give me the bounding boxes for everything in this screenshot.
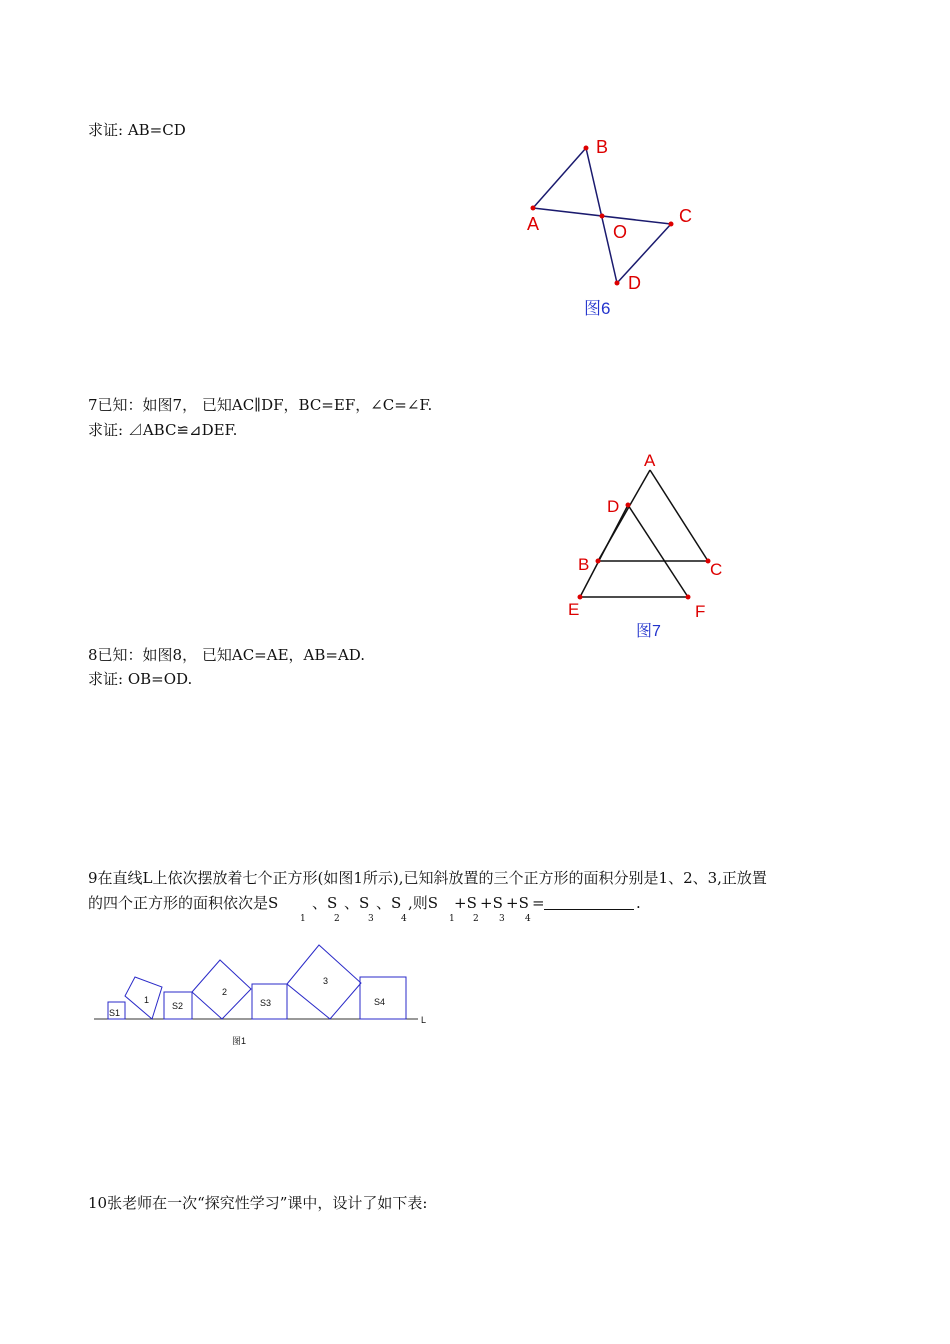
q9-text-end: . xyxy=(636,894,641,912)
q9-sub-2: 2 xyxy=(334,914,340,924)
q9-sub-4: 4 xyxy=(401,914,407,924)
fig7-label-b: B xyxy=(578,555,590,574)
q8-given: 8已知：如图8， 已知AC=AE，AB=AD. xyxy=(88,646,366,664)
fig1-label-2: 2 xyxy=(222,987,228,997)
fig6-caption: 图6 xyxy=(584,299,611,318)
fig1-label-s2: S2 xyxy=(172,1001,184,1011)
q9-text-c: 、S xyxy=(344,894,370,912)
fig6-label-c: C xyxy=(679,206,692,226)
figure-6 xyxy=(520,135,692,325)
q9-sub-6: 2 xyxy=(473,914,479,924)
q9-line2 xyxy=(88,893,688,927)
q9-text-a: 的四个正方形的面积依次是S xyxy=(88,894,279,912)
fig7-label-c: C xyxy=(710,560,723,579)
fig1-label-s3: S3 xyxy=(260,998,272,1008)
q9-line1: 9在直线L上依次摆放着七个正方形(如图1所示),已知斜放置的三个正方形的面积分别是1、2、3,正放置 xyxy=(88,869,767,887)
q9-text-g: +S xyxy=(480,894,503,912)
answer-blank[interactable] xyxy=(544,895,634,910)
fig1-label-s1: S1 xyxy=(109,1008,121,1018)
fig1-label-1: 1 xyxy=(144,995,150,1005)
fig7-label-a: A xyxy=(644,451,656,470)
fig7-label-d: D xyxy=(607,497,620,516)
fig6-label-b: B xyxy=(596,137,609,157)
q10-text: 10张老师在一次“探究性学习”课中，设计了如下表: xyxy=(88,1194,428,1212)
q9-text-d: 、S xyxy=(376,894,402,912)
fig6-label-o: O xyxy=(613,222,628,242)
fig7-caption: 图7 xyxy=(636,623,661,640)
q8-prove: 求证: OB=OD. xyxy=(88,670,193,688)
q9-sub-3: 3 xyxy=(368,914,374,924)
fig1-caption: 图1 xyxy=(232,1036,247,1046)
fig6-label-a: A xyxy=(527,214,540,234)
fig1-label-s4: S4 xyxy=(374,997,386,1007)
fig1-label-l: L xyxy=(421,1015,427,1025)
figure-1-squares xyxy=(92,940,437,1050)
fig1-label-3: 3 xyxy=(323,976,329,986)
figure-7 xyxy=(560,448,730,643)
q9-text-e: ,则S xyxy=(408,894,439,912)
q9-text-b: 、S xyxy=(312,894,338,912)
q9-text-i: = xyxy=(532,894,545,912)
q9-text-h: +S xyxy=(506,894,529,912)
q9-sub-1: 1 xyxy=(300,914,306,924)
fig6-label-d: D xyxy=(628,273,641,293)
fig7-label-f: F xyxy=(695,602,706,621)
q7-given: 7已知：如图7， 已知AC∥DF，BC=EF，∠C=∠F. xyxy=(88,396,433,414)
q9-sub-8: 4 xyxy=(525,914,531,924)
q9-sub-7: 3 xyxy=(499,914,505,924)
fig7-label-e: E xyxy=(568,600,580,619)
q9-sub-5: 1 xyxy=(449,914,455,924)
q7-prove: 求证: ⊿ABC≌⊿DEF. xyxy=(88,421,238,439)
q6-prove: 求证: AB=CD xyxy=(88,121,186,139)
q9-text-f: +S xyxy=(454,894,477,912)
